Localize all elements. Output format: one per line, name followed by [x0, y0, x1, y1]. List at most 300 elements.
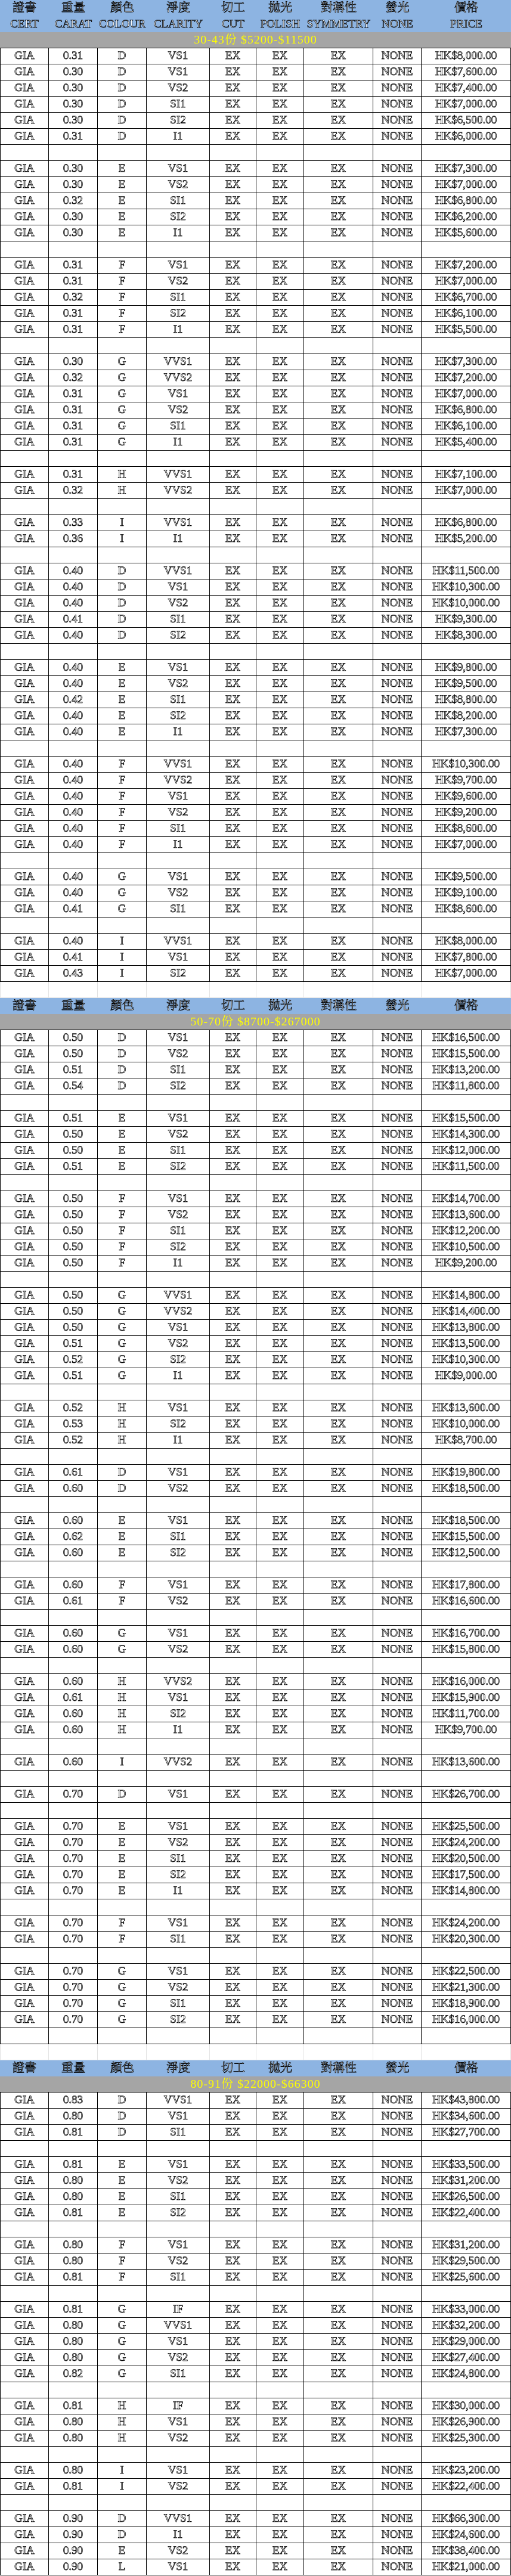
table-row [0, 161, 511, 177]
cell-symmetry: EX [304, 177, 373, 193]
column-header-cut: 切工 [221, 999, 245, 1012]
cell-carat [49, 1561, 98, 1577]
cell-polish: EX [256, 757, 304, 772]
cell-polish: EX [256, 2414, 304, 2430]
cell-cert: GIA [0, 1304, 49, 1319]
cell-fluorescence: NONE [373, 1529, 422, 1545]
column-header-price: 價格 [454, 999, 478, 1012]
cell-symmetry: EX [304, 1819, 373, 1834]
cell-polish: EX [256, 1046, 304, 1062]
cell-polish [256, 338, 304, 354]
cell-cert: GIA [0, 1046, 49, 1062]
cell-symmetry [304, 145, 373, 160]
cell-price: HK$8,300.00 [422, 628, 511, 643]
cell-cut: EX [210, 2527, 256, 2543]
cell-cert: GIA [0, 708, 49, 724]
cell-cert: GIA [0, 757, 49, 772]
cell-polish: EX [256, 1932, 304, 1947]
cell-symmetry: EX [304, 274, 373, 289]
cell-cut: EX [210, 2253, 256, 2269]
cell-clarity [147, 2382, 210, 2398]
cell-carat: 0.50 [49, 1320, 98, 1335]
cell-symmetry: EX [304, 2431, 373, 2446]
cell-clarity: VS2 [147, 2479, 210, 2494]
cell-symmetry [304, 917, 373, 933]
cell-fluorescence [373, 2286, 422, 2301]
cell-cut: EX [210, 805, 256, 820]
cell-price: HK$8,600.00 [422, 901, 511, 917]
cell-cut: EX [210, 306, 256, 321]
cell-symmetry [304, 2028, 373, 2044]
cell-cut: EX [210, 2350, 256, 2366]
cell-fluorescence: NONE [373, 1062, 422, 1078]
cell-carat: 0.81 [49, 2157, 98, 2172]
cell-carat [49, 499, 98, 514]
cell-carat [49, 740, 98, 756]
cell-price: HK$6,700.00 [422, 290, 511, 305]
cell-clarity: VS2 [147, 177, 210, 193]
cell-carat: 0.51 [49, 1062, 98, 1078]
cell-clarity [147, 1449, 210, 1464]
cell-polish: EX [256, 1368, 304, 1384]
cell-clarity: VS1 [147, 1915, 210, 1931]
cell-cert [0, 1803, 49, 1818]
section-banner: 50-70份 $8700-$267000 [0, 1014, 511, 1030]
cell-polish: EX [256, 1030, 304, 1046]
cell-price: HK$16,000.00 [422, 1674, 511, 1690]
cell-clarity: VS2 [147, 1207, 210, 1223]
cell-polish: EX [256, 2559, 304, 2575]
cell-price: HK$11,700.00 [422, 1706, 511, 1722]
empty-table-row [0, 2447, 511, 2463]
empty-table-row [0, 451, 511, 467]
column-header-row [0, 0, 511, 16]
empty-table-row [0, 644, 511, 660]
cell-carat: 0.40 [49, 934, 98, 949]
cell-carat [49, 1449, 98, 1464]
cell-price [422, 2495, 511, 2510]
cell-cert: GIA [0, 1529, 49, 1545]
cell-polish: EX [256, 724, 304, 740]
cell-symmetry: EX [304, 2270, 373, 2285]
cell-price: HK$6,800.00 [422, 515, 511, 531]
cell-clarity: SI2 [147, 306, 210, 321]
cell-polish [256, 1175, 304, 1191]
cell-symmetry: EX [304, 2559, 373, 2575]
cell-price: HK$25,600.00 [422, 2270, 511, 2285]
cell-price: HK$29,500.00 [422, 2253, 511, 2269]
cell-symmetry: EX [304, 80, 373, 96]
cell-fluorescence [373, 2028, 422, 2044]
cell-price: HK$9,800.00 [422, 660, 511, 675]
cell-symmetry: EX [304, 821, 373, 836]
cell-carat: 0.30 [49, 64, 98, 80]
gap-cell-fluorescence [373, 2044, 422, 2060]
cell-cert: GIA [0, 435, 49, 450]
cell-fluorescence: NONE [373, 1835, 422, 1850]
cell-symmetry [304, 2141, 373, 2156]
cell-cut: EX [210, 1400, 256, 1416]
cell-cut: EX [210, 129, 256, 144]
cell-carat [49, 241, 98, 257]
cell-fluorescence: NONE [373, 1545, 422, 1561]
cell-symmetry: EX [304, 628, 373, 643]
cell-fluorescence: NONE [373, 129, 422, 144]
cell-fluorescence: NONE [373, 2366, 422, 2382]
cell-carat: 0.60 [49, 1481, 98, 1496]
cell-cut: EX [210, 2543, 256, 2559]
cell-price: HK$11,800.00 [422, 1078, 511, 1094]
cell-colour: D [98, 1046, 147, 1062]
cell-colour: I [98, 1754, 147, 1770]
cell-cert: GIA [0, 1690, 49, 1706]
cell-symmetry: EX [304, 1964, 373, 1979]
cell-cut: EX [210, 483, 256, 498]
cell-colour: D [98, 1062, 147, 1078]
cell-colour: H [98, 1433, 147, 1448]
cell-price: HK$17,500.00 [422, 1867, 511, 1883]
cell-price: HK$7,200.00 [422, 258, 511, 273]
cell-cert: GIA [0, 370, 49, 386]
cell-fluorescence: NONE [373, 1159, 422, 1174]
cell-cert: GIA [0, 209, 49, 225]
cell-cert: GIA [0, 1980, 49, 1995]
cell-price: HK$8,000.00 [422, 48, 511, 64]
cell-clarity: VS2 [147, 1835, 210, 1850]
cell-colour: F [98, 1207, 147, 1223]
cell-price: HK$30,000.00 [422, 2398, 511, 2414]
empty-table-row [0, 2028, 511, 2044]
table-row [0, 1642, 511, 1658]
cell-cert: GIA [0, 2012, 49, 2028]
cell-colour: D [98, 2109, 147, 2124]
cell-cut: EX [210, 2093, 256, 2108]
cell-clarity [147, 1803, 210, 1818]
cell-carat: 0.40 [49, 596, 98, 611]
table-row [0, 2431, 511, 2447]
cell-price: HK$33,500.00 [422, 2157, 511, 2172]
table-row [0, 386, 511, 402]
cell-clarity: VS1 [147, 660, 210, 675]
cell-price: HK$29,000.00 [422, 2334, 511, 2349]
cell-polish: EX [256, 789, 304, 804]
cell-symmetry: EX [304, 837, 373, 853]
cell-symmetry: EX [304, 1046, 373, 1062]
column-header-symmetry: 對稱性 [321, 2062, 357, 2075]
cell-price: HK$31,200.00 [422, 2237, 511, 2253]
cell-cert: GIA [0, 2431, 49, 2446]
cell-polish: EX [256, 161, 304, 176]
cell-symmetry: EX [304, 1851, 373, 1867]
cell-clarity: VS1 [147, 2559, 210, 2575]
cell-fluorescence: NONE [373, 2093, 422, 2108]
cell-cert: GIA [0, 306, 49, 321]
cell-polish: EX [256, 1754, 304, 1770]
column-header-cert: 證書 [13, 1, 36, 14]
cell-cert [0, 499, 49, 514]
cell-colour: G [98, 2334, 147, 2349]
cell-fluorescence [373, 644, 422, 659]
cell-symmetry [304, 1658, 373, 1673]
table-row [0, 692, 511, 708]
cell-symmetry [304, 1095, 373, 1110]
cell-cert: GIA [0, 97, 49, 112]
cell-cert: GIA [0, 258, 49, 273]
table-row [0, 2463, 511, 2479]
cell-carat: 0.90 [49, 2527, 98, 2543]
table-row [0, 2012, 511, 2028]
column-header-clarity: 淨度 [166, 999, 190, 1012]
cell-colour [98, 2028, 147, 2044]
cell-price: HK$27,400.00 [422, 2350, 511, 2366]
cell-cut: EX [210, 869, 256, 885]
cell-polish: EX [256, 2543, 304, 2559]
cell-cert: GIA [0, 1465, 49, 1480]
cell-price [422, 1561, 511, 1577]
cell-cut: EX [210, 2109, 256, 2124]
cell-cert: GIA [0, 2125, 49, 2140]
cell-carat: 0.40 [49, 869, 98, 885]
cell-cert: GIA [0, 660, 49, 675]
cell-colour [98, 145, 147, 160]
column-header-symmetry: 對稱性 [321, 1, 357, 14]
cell-fluorescence: NONE [373, 258, 422, 273]
cell-cert: GIA [0, 2189, 49, 2205]
cell-price: HK$11,500.00 [422, 563, 511, 579]
cell-symmetry: EX [304, 1223, 373, 1239]
column-header-en-price: PRICE [450, 18, 482, 30]
column-header-polish: 拋光 [268, 1, 292, 14]
cell-colour [98, 2382, 147, 2398]
cell-fluorescence: NONE [373, 1288, 422, 1303]
cell-clarity: VVS1 [147, 757, 210, 772]
cell-fluorescence: NONE [373, 1722, 422, 1738]
cell-cut [210, 853, 256, 869]
cell-colour: I [98, 2463, 147, 2478]
cell-clarity: VS2 [147, 1336, 210, 1351]
cell-cut: EX [210, 1433, 256, 1448]
cell-fluorescence: NONE [373, 1513, 422, 1529]
cell-fluorescence: NONE [373, 2012, 422, 2028]
cell-clarity: I1 [147, 1722, 210, 1738]
cell-cut [210, 338, 256, 354]
cell-price [422, 1272, 511, 1287]
cell-polish: EX [256, 2479, 304, 2494]
cell-carat: 0.53 [49, 1416, 98, 1432]
cell-price: HK$15,800.00 [422, 1642, 511, 1657]
cell-polish: EX [256, 1127, 304, 1142]
cell-polish: EX [256, 1256, 304, 1271]
cell-polish: EX [256, 370, 304, 386]
empty-table-row [0, 1175, 511, 1191]
cell-colour: D [98, 2093, 147, 2108]
cell-clarity: SI2 [147, 1078, 210, 1094]
cell-polish: EX [256, 467, 304, 482]
table-row [0, 1674, 511, 1690]
cell-polish [256, 1610, 304, 1625]
cell-polish: EX [256, 1529, 304, 1545]
cell-fluorescence: NONE [373, 934, 422, 949]
cell-symmetry: EX [304, 2543, 373, 2559]
cell-clarity: VS1 [147, 2414, 210, 2430]
cell-polish: EX [256, 1996, 304, 2011]
cell-carat: 0.60 [49, 1706, 98, 1722]
cell-polish: EX [256, 1577, 304, 1593]
cell-price: HK$34,600.00 [422, 2109, 511, 2124]
cell-polish [256, 2028, 304, 2044]
table-row [0, 1577, 511, 1594]
cell-polish: EX [256, 869, 304, 885]
cell-cert: GIA [0, 467, 49, 482]
cell-polish: EX [256, 773, 304, 788]
cell-symmetry: EX [304, 579, 373, 595]
cell-cut [210, 1899, 256, 1915]
cell-clarity: SI2 [147, 1416, 210, 1432]
cell-polish: EX [256, 934, 304, 949]
cell-carat [49, 1899, 98, 1915]
cell-symmetry: EX [304, 2125, 373, 2140]
cell-cert: GIA [0, 1352, 49, 1368]
cell-cert: GIA [0, 1851, 49, 1867]
cell-symmetry [304, 2495, 373, 2510]
cell-cut: EX [210, 2125, 256, 2140]
cell-price [422, 1738, 511, 1754]
cell-colour: E [98, 1529, 147, 1545]
cell-polish: EX [256, 177, 304, 193]
cell-colour: G [98, 885, 147, 901]
cell-carat: 0.33 [49, 515, 98, 531]
table-row [0, 1513, 511, 1529]
table-row [0, 2479, 511, 2495]
table-row [0, 1545, 511, 1561]
cell-clarity: SI1 [147, 901, 210, 917]
cell-clarity: VVS1 [147, 563, 210, 579]
cell-symmetry: EX [304, 1400, 373, 1416]
cell-price: HK$8,700.00 [422, 1433, 511, 1448]
cell-colour: E [98, 209, 147, 225]
column-header-en-colour: COLOUR [98, 18, 146, 30]
cell-price [422, 853, 511, 869]
table-row [0, 1980, 511, 1996]
table-row [0, 1127, 511, 1143]
cell-cert [0, 740, 49, 756]
cell-colour: D [98, 1078, 147, 1094]
cell-cert: GIA [0, 789, 49, 804]
empty-table-row [0, 1658, 511, 1674]
cell-fluorescence: NONE [373, 1304, 422, 1319]
cell-cut: EX [210, 1127, 256, 1142]
cell-colour: E [98, 1851, 147, 1867]
cell-price: HK$15,500.00 [422, 1111, 511, 1126]
cell-symmetry: EX [304, 1416, 373, 1432]
cell-cert: GIA [0, 2173, 49, 2188]
cell-cut [210, 547, 256, 563]
cell-fluorescence: NONE [373, 1674, 422, 1690]
cell-colour: E [98, 676, 147, 692]
table-row [0, 1320, 511, 1336]
cell-fluorescence: NONE [373, 596, 422, 611]
cell-carat: 0.31 [49, 402, 98, 418]
cell-fluorescence: NONE [373, 225, 422, 241]
cell-cut: EX [210, 1191, 256, 1207]
cell-clarity [147, 1497, 210, 1512]
cell-cut: EX [210, 2270, 256, 2285]
column-header-price: 價格 [454, 2062, 478, 2075]
cell-cert: GIA [0, 1256, 49, 1271]
empty-table-row [0, 1095, 511, 1111]
cell-fluorescence: NONE [373, 2302, 422, 2317]
table-row [0, 1851, 511, 1867]
cell-cut: EX [210, 579, 256, 595]
cell-carat: 0.70 [49, 1819, 98, 1834]
cell-price [422, 2382, 511, 2398]
gap-cell-price [422, 982, 511, 997]
cell-colour: G [98, 2350, 147, 2366]
cell-polish: EX [256, 1304, 304, 1319]
cell-cut: EX [210, 1819, 256, 1834]
cell-polish: EX [256, 2205, 304, 2221]
cell-colour: H [98, 1416, 147, 1432]
table-row [0, 515, 511, 531]
cell-polish: EX [256, 2511, 304, 2527]
cell-cut: EX [210, 901, 256, 917]
cell-polish [256, 1948, 304, 1963]
cell-cert: GIA [0, 1062, 49, 1078]
cell-colour: G [98, 1996, 147, 2011]
cell-clarity [147, 547, 210, 563]
table-row [0, 1239, 511, 1256]
cell-clarity: IF [147, 2302, 210, 2317]
cell-clarity: VS1 [147, 2237, 210, 2253]
cell-clarity: I1 [147, 1256, 210, 1271]
cell-symmetry: EX [304, 1883, 373, 1899]
cell-clarity [147, 1738, 210, 1754]
cell-symmetry: EX [304, 2012, 373, 2028]
cell-price [422, 2286, 511, 2301]
cell-cert: GIA [0, 1513, 49, 1529]
cell-clarity: VS2 [147, 2350, 210, 2366]
cell-cut: EX [210, 1545, 256, 1561]
cell-cut: EX [210, 2463, 256, 2478]
cell-cert: GIA [0, 966, 49, 981]
cell-carat: 0.41 [49, 950, 98, 965]
cell-price: HK$8,200.00 [422, 708, 511, 724]
cell-price: HK$10,300.00 [422, 579, 511, 595]
cell-clarity: VVS1 [147, 934, 210, 949]
cell-symmetry [304, 644, 373, 659]
cell-cert: GIA [0, 934, 49, 949]
cell-clarity: VS1 [147, 2157, 210, 2172]
cell-cert: GIA [0, 579, 49, 595]
cell-cut: EX [210, 1642, 256, 1657]
cell-cut: EX [210, 209, 256, 225]
cell-polish: EX [256, 1400, 304, 1416]
cell-cut [210, 2286, 256, 2301]
cell-fluorescence: NONE [373, 966, 422, 981]
cell-carat: 0.70 [49, 2012, 98, 2028]
cell-carat: 0.50 [49, 1127, 98, 1142]
cell-carat [49, 1658, 98, 1673]
cell-clarity [147, 1610, 210, 1625]
cell-cert [0, 644, 49, 659]
cell-symmetry: EX [304, 2511, 373, 2527]
table-row [0, 2527, 511, 2543]
empty-table-row [0, 1803, 511, 1819]
cell-colour: H [98, 2431, 147, 2446]
cell-clarity: VS1 [147, 869, 210, 885]
cell-cut: EX [210, 467, 256, 482]
column-header-colour: 顏色 [110, 999, 134, 1012]
